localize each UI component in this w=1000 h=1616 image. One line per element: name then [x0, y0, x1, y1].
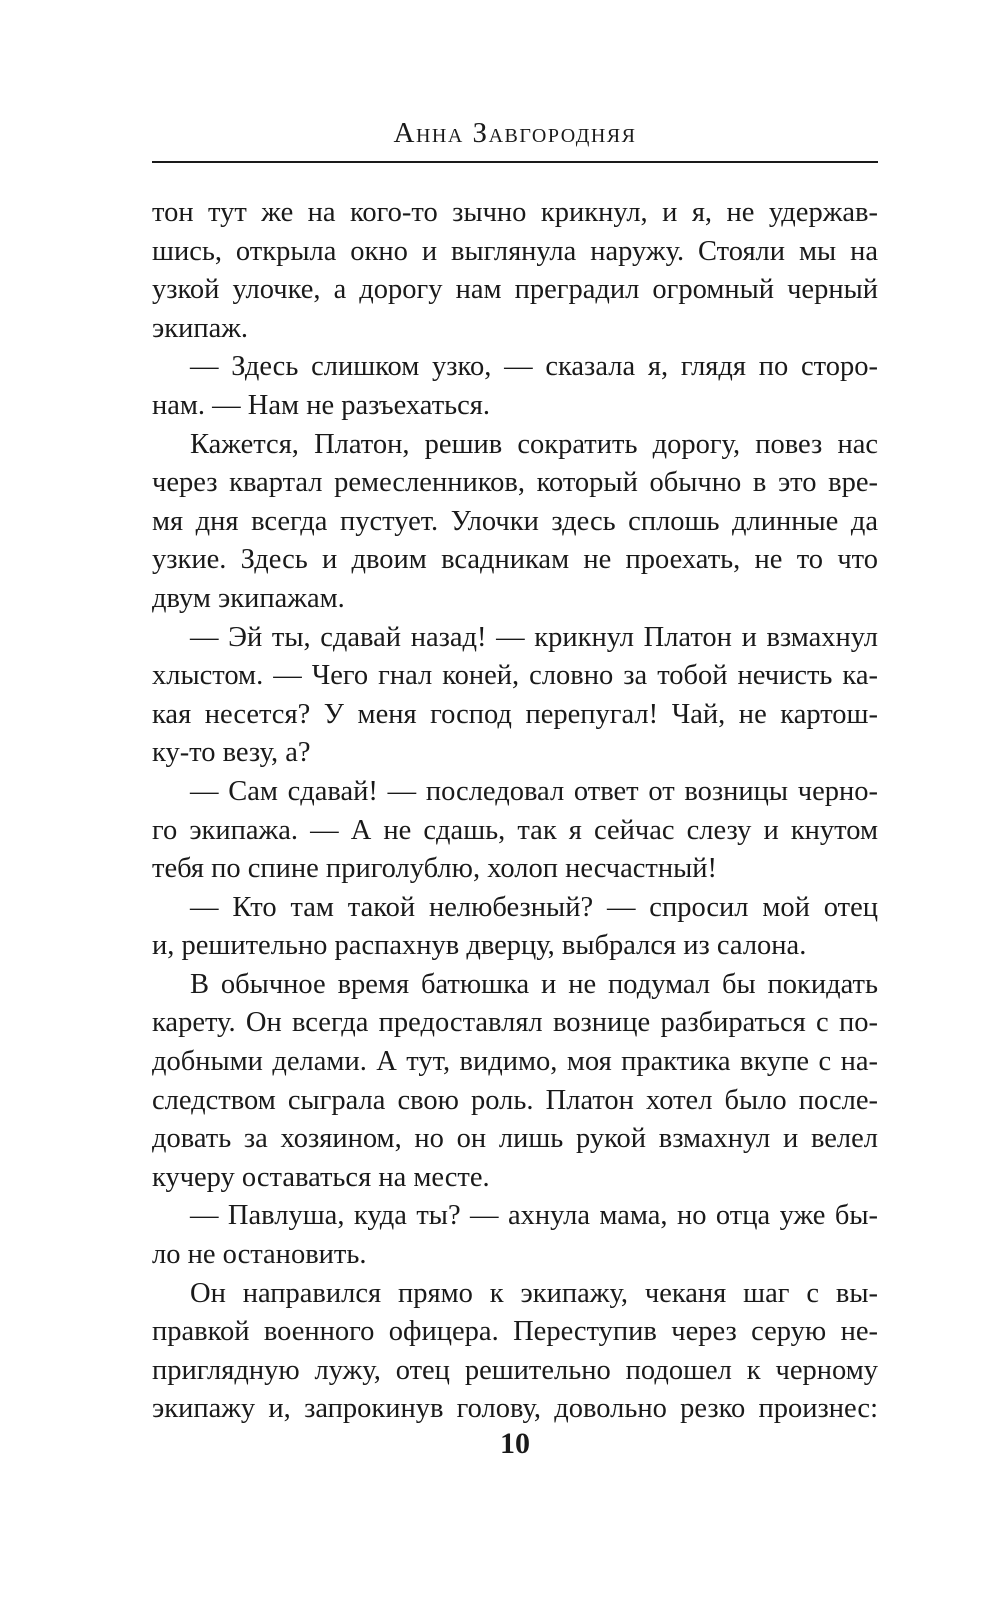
text-line: ку-то везу, а? — [152, 737, 311, 769]
text-line: тебя по спине приголублю, холоп несчастный! — [152, 853, 718, 885]
text-line: — Эй ты, сдавай назад! — крикнул Платон и взмахнул — [190, 621, 878, 653]
text-line: мя дня всегда пустует. Улочки здесь сплошь длинные да — [152, 505, 878, 537]
text-line: приглядную лужу, отец решительно подошел к черному — [152, 1354, 878, 1386]
text-line: — Сам сдавай! — последовал ответ от возницы черно- — [190, 775, 878, 807]
header-rule — [152, 161, 878, 163]
text-line: Он направился прямо к экипажу, чеканя шаг с вы- — [190, 1277, 878, 1309]
page-number: 10 — [500, 1427, 530, 1460]
text-line: В обычное время батюшка и не подумал бы покидать — [190, 968, 878, 1000]
text-line: добными делами. А тут, видимо, моя практика вкупе с на- — [152, 1046, 878, 1078]
text-line: и, решительно распахнув дверцу, выбрался из салона. — [152, 930, 807, 962]
text-line: кая несется? У меня господ перепугал! Чай, не картош- — [152, 698, 878, 730]
text-line: нам. — Нам не разъехаться. — [152, 389, 491, 421]
text-line: — Здесь слишком узко, — сказала я, глядя по сторо- — [190, 351, 878, 383]
text-line: экипаж. — [152, 312, 249, 344]
running-head-author: Анна Завгородняя — [393, 117, 637, 149]
text-line: — Павлуша, куда ты? — ахнула мама, но отца уже бы- — [190, 1200, 878, 1232]
text-line: шись, открыла окно и выглянула наружу. Стояли мы на — [152, 235, 878, 267]
text-line: узкие. Здесь и двоим всадникам не проехать, не то что — [152, 544, 878, 576]
text-line: экипажу и, запрокинув голову, довольно резко произнес: — [152, 1393, 878, 1425]
text-line: ло не остановить. — [152, 1239, 367, 1271]
text-line: Кажется, Платон, решив сократить дорогу, повез нас — [190, 428, 878, 460]
text-line: узкой улочке, а дорогу нам преградил огромный черный — [152, 274, 878, 306]
text-line: через квартал ремесленников, который обычно в это вре- — [152, 467, 878, 499]
text-line: карету. Он всегда предоставлял вознице разбираться с по- — [152, 1007, 878, 1039]
body-text — [152, 194, 878, 1429]
text-line: тон тут же на кого-то зычно крикнул, и я, не удержав- — [152, 197, 878, 228]
text-line: двум экипажам. — [152, 582, 345, 614]
text-line: хлыстом. — Чего гнал коней, словно за тобой нечисть ка- — [152, 660, 878, 692]
text-line: правкой военного офицера. Переступив через серую не- — [152, 1316, 878, 1348]
text-line: кучеру оставаться на месте. — [152, 1161, 490, 1193]
text-line: довать за хозяином, но он лишь рукой взмахнул и велел — [152, 1123, 878, 1155]
text-line: — Кто там такой нелюбезный? — спросил мой отец — [190, 891, 878, 923]
text-line: следством сыграла свою роль. Платон хотел было после- — [152, 1084, 878, 1116]
text-line: го экипажа. — А не сдашь, так я сейчас слезу и кнутом — [152, 814, 878, 846]
